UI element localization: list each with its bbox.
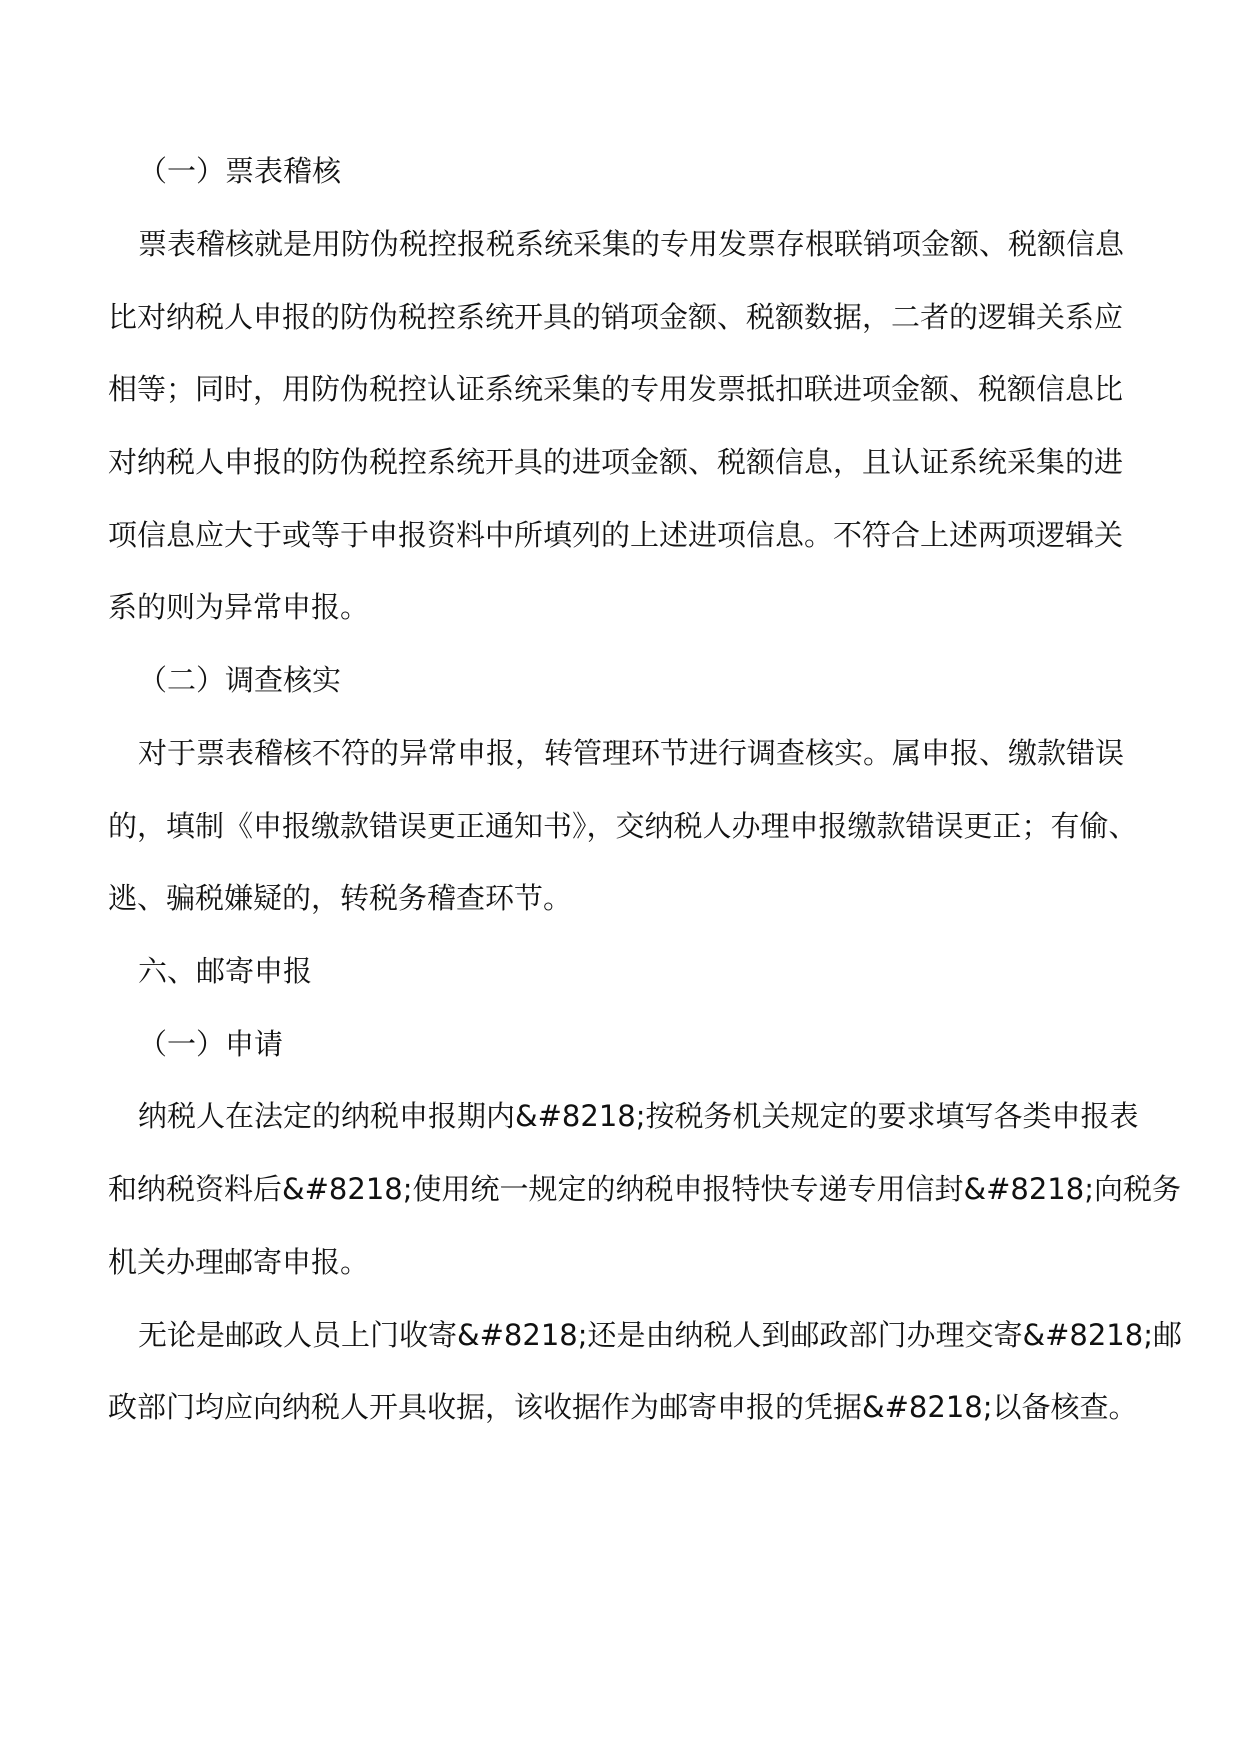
paragraph-line: 票表稽核就是用防伪税控报税系统采集的专用发票存根联销项金额、税额信息 xyxy=(138,227,1125,261)
paragraph-line: 相等；同时，用防伪税控认证系统采集的专用发票抵扣联进项金额、税额信息比 xyxy=(108,372,1124,406)
paragraph-line: 逃、骗税嫌疑的，转税务稽查环节。 xyxy=(108,881,573,915)
paragraph-line: 系的则为异常申报。 xyxy=(108,590,370,624)
section-heading-mail-filing: 六、邮寄申报 xyxy=(138,954,313,988)
paragraph-line: 机关办理邮寄申报。 xyxy=(108,1245,370,1279)
paragraph-line: 对于票表稽核不符的异常申报，转管理环节进行调查核实。属申报、缴款错误 xyxy=(138,736,1125,770)
section-heading-application: （一）申请 xyxy=(138,1027,284,1061)
paragraph-line: 纳税人在法定的纳税申报期内&#8218;按税务机关规定的要求填写各类申报表 xyxy=(138,1099,1139,1133)
paragraph-line: 比对纳税人申报的防伪税控系统开具的销项金额、税额数据，二者的逻辑关系应 xyxy=(108,300,1124,334)
paragraph-line: 政部门均应向纳税人开具收据，该收据作为邮寄申报的凭据&#8218;以备核查。 xyxy=(108,1390,1138,1424)
paragraph-line: 的，填制《申报缴款错误更正通知书》，交纳税人办理申报缴款错误更正；有偷、 xyxy=(108,809,1138,843)
paragraph-line: 项信息应大于或等于申报资料中所填列的上述进项信息。不符合上述两项逻辑关 xyxy=(108,518,1124,552)
section-heading-ticket-review: （一）票表稽核 xyxy=(138,154,342,188)
paragraph-line: 和纳税资料后&#8218;使用统一规定的纳税申报特快专递专用信封&#8218;向税务 xyxy=(108,1172,1181,1206)
section-heading-investigation: （二）调查核实 xyxy=(138,663,342,697)
paragraph-line: 对纳税人申报的防伪税控系统开具的进项金额、税额信息，且认证系统采集的进 xyxy=(108,445,1124,479)
paragraph-line: 无论是邮政人员上门收寄&#8218;还是由纳税人到邮政部门办理交寄&#8218;邮 xyxy=(138,1318,1182,1352)
